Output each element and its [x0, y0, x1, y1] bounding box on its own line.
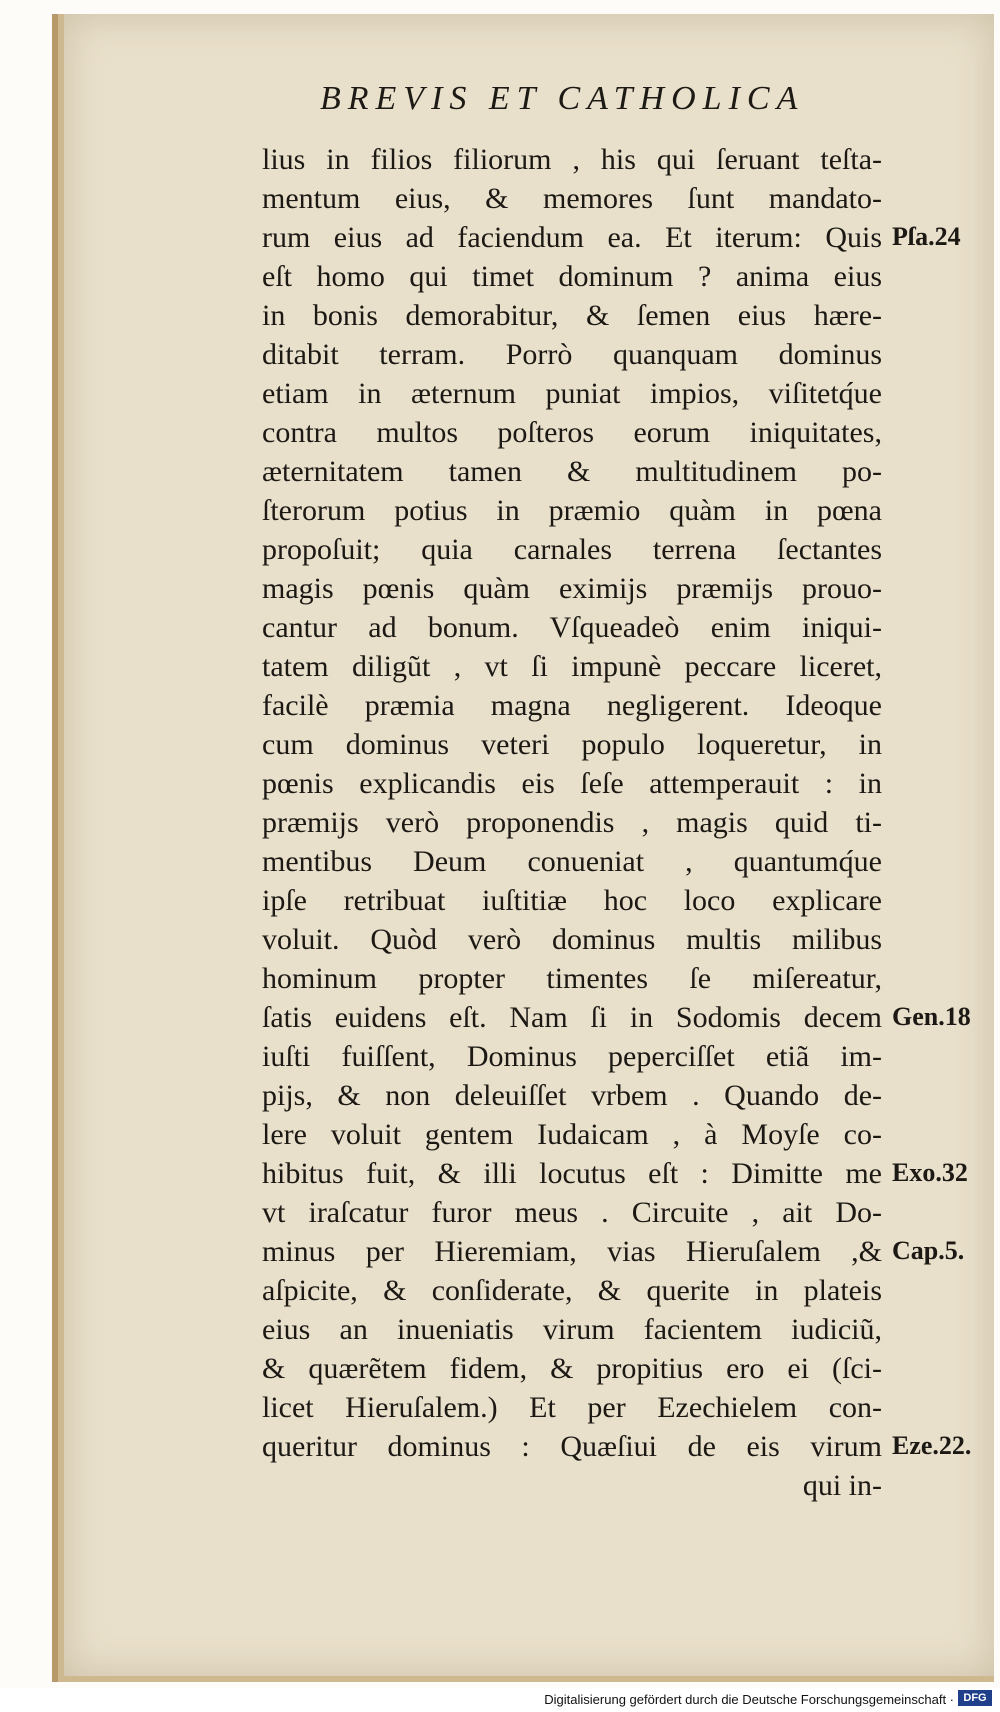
marginal-reference: Eze.22.: [892, 1431, 972, 1460]
text-line: ſatis euidens eſt. Nam ſi in Sodomis decem: [262, 1001, 882, 1034]
running-head: BREVIS ET CATHOLICA: [320, 80, 805, 117]
text-line: eius an inueniatis virum facientem iudiciũ,: [262, 1313, 882, 1346]
text-line: pœnis explicandis eis ſeſe attemperauit : in: [262, 767, 882, 800]
text-line: minus per Hieremiam, vias Hieruſalem ,&: [262, 1235, 882, 1268]
text-line: cum dominus veteri populo loqueretur, in: [262, 728, 882, 761]
text-line: ſterorum potius in præmio quàm in pœna: [262, 494, 882, 527]
text-line: facilè præmia magna negligerent. Ideoque: [262, 689, 882, 722]
text-line: mentum eius, & memores ſunt mandato-: [262, 182, 882, 215]
text-line: iuſti fuiſſent, Dominus peperciſſet etiã im-: [262, 1040, 882, 1073]
text-line: æternitatem tamen & multitudinem po-: [262, 455, 882, 488]
text-line: lius in filios filiorum , his qui ſeruant teſta-: [262, 143, 882, 176]
marginal-reference: Pſa.24: [892, 222, 961, 251]
text-line: pijs, & non deleuiſſet vrbem . Quando de-: [262, 1079, 882, 1112]
text-line: & quærẽtem fidem, & propitius ero ei (ſci-: [262, 1352, 882, 1385]
text-line: magis pœnis quàm eximijs præmijs prouo-: [262, 572, 882, 605]
text-line: ditabit terram. Porrò quanquam dominus: [262, 338, 882, 371]
marginal-reference: Gen.18: [892, 1002, 971, 1031]
text-line: ipſe retribuat iuſtitiæ hoc loco explicare: [262, 884, 882, 917]
page-edge: [52, 14, 58, 1682]
text-line: vt iraſcatur furor meus . Circuite , ait Do-: [262, 1196, 882, 1229]
footer-credit: Digitalisierung gefördert durch die Deutsche Forschungsgemeinschaft ·: [544, 1692, 954, 1707]
text-line: queritur dominus : Quæſiui de eis virum: [262, 1430, 882, 1463]
text-line: in bonis demorabitur, & ſemen eius hære-: [262, 299, 882, 332]
text-line: tatem diligũt , vt ſi impunè peccare liceret,: [262, 650, 882, 683]
text-line: aſpicite, & conſiderate, & querite in plateis: [262, 1274, 882, 1307]
text-line: præmijs verò proponendis , magis quid ti-: [262, 806, 882, 839]
dfg-logo: DFG: [958, 1690, 992, 1706]
text-line: hibitus fuit, & illi locutus eſt : Dimitte me: [262, 1157, 882, 1190]
marginal-reference: Exo.32: [892, 1158, 968, 1187]
text-line: eſt homo qui timet dominum ? anima eius: [262, 260, 882, 293]
catchword: qui in-: [802, 1469, 882, 1502]
text-line: cantur ad bonum. Vſqueadeò enim iniqui-: [262, 611, 882, 644]
text-line: voluit. Quòd verò dominus multis milibus: [262, 923, 882, 956]
text-line: lere voluit gentem Iudaicam , à Moyſe co-: [262, 1118, 882, 1151]
main-text-block: [262, 140, 882, 1505]
text-line: hominum propter timentes ſe miſereatur,: [262, 962, 882, 995]
text-line: mentibus Deum conueniat , quantumq́ue: [262, 845, 882, 878]
text-line: contra multos poſteros eorum iniquitates,: [262, 416, 882, 449]
text-line: licet Hieruſalem.) Et per Ezechielem con-: [262, 1391, 882, 1424]
text-line: rum eius ad faciendum ea. Et iterum: Quis: [262, 221, 882, 254]
text-line: propoſuit; quia carnales terrena ſectantes: [262, 533, 882, 566]
marginal-reference: Cap.5.: [892, 1236, 965, 1265]
text-line: etiam in æternum puniat impios, viſitetq́ue: [262, 377, 882, 410]
